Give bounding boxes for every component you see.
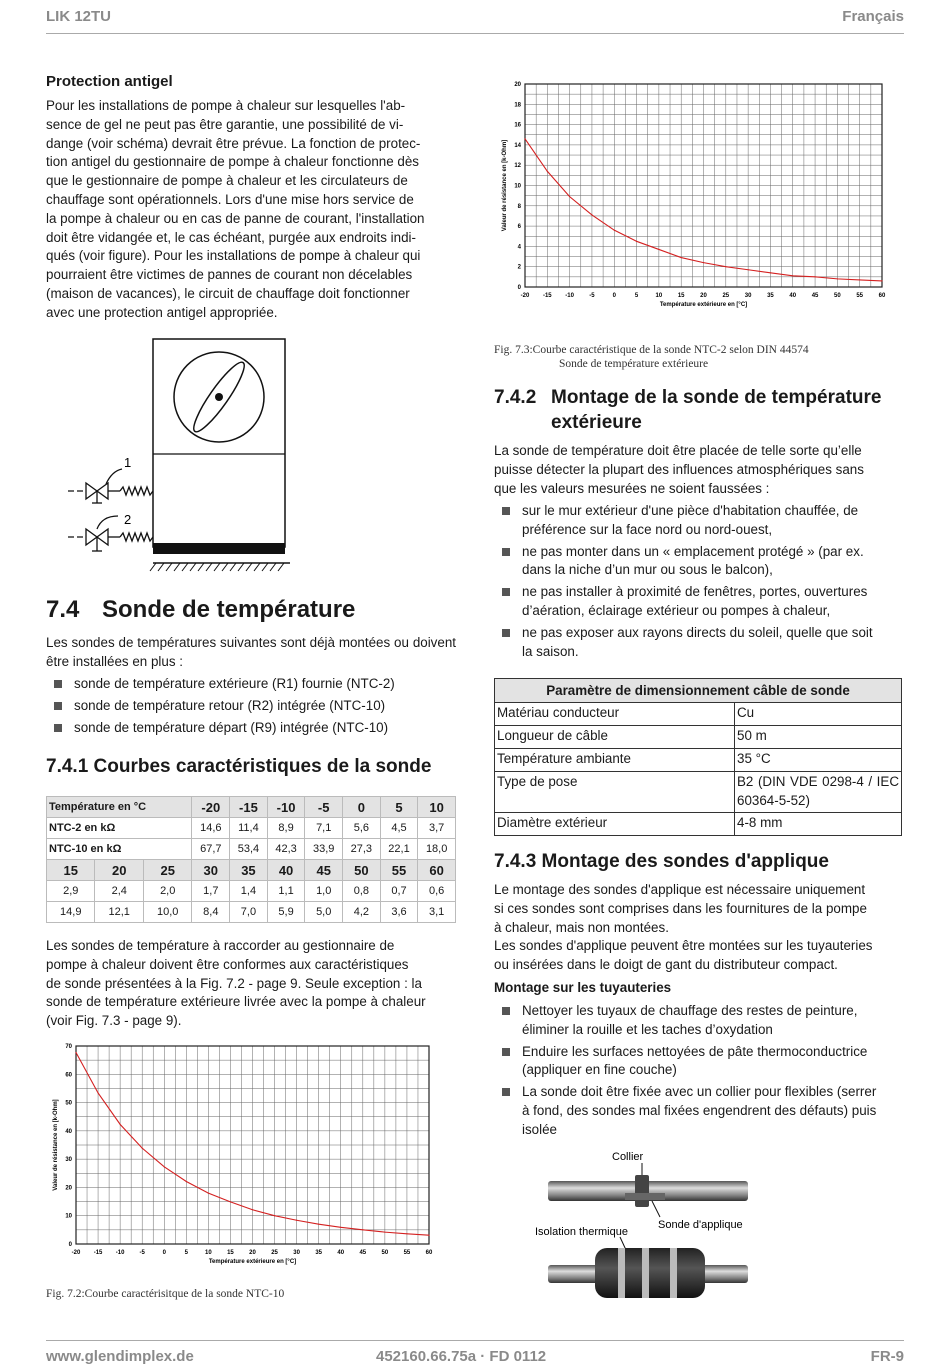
x-axis-label: Température extérieure en [°C] bbox=[208, 1259, 297, 1265]
x-tick-label: 20 bbox=[700, 293, 707, 299]
y-axis-label: Valeur de résistance en [k-Ohm] bbox=[53, 1099, 59, 1191]
x-tick-label: 10 bbox=[655, 293, 663, 299]
section-7-4-3-heading: 7.4.3 Montage des sondes d'applique bbox=[494, 851, 829, 872]
x-tick-label: -10 bbox=[565, 293, 574, 299]
y-tick-label: 30 bbox=[65, 1157, 72, 1164]
y-tick-label: 6 bbox=[517, 224, 521, 231]
drain-valve-1-icon bbox=[68, 469, 153, 503]
x-tick-label: 35 bbox=[315, 1250, 323, 1256]
x-tick-label: 40 bbox=[337, 1250, 345, 1256]
x-tick-label: -20 bbox=[71, 1250, 81, 1256]
fig-7-3-caption: Fig. 7.3:Courbe caractéristique de la sonde NTC-2 selon DIN 44574 Sonde de température extérieure bbox=[494, 344, 809, 370]
pipe-mounting-subheading: Montage sur les tuyauteries bbox=[494, 980, 672, 995]
heat-pump-housing bbox=[153, 339, 285, 547]
x-tick-label: 5 bbox=[634, 293, 639, 299]
x-tick-label: 25 bbox=[722, 293, 730, 299]
pipe-sensor-illustration bbox=[530, 1145, 780, 1305]
data-point bbox=[75, 1052, 76, 1053]
y-tick-label: 0 bbox=[68, 1242, 72, 1248]
x-tick-label: 15 bbox=[227, 1250, 234, 1256]
footer-website: www.glendimplex.de bbox=[46, 1348, 194, 1365]
x-tick-label: 55 bbox=[856, 293, 864, 299]
y-tick-label: 20 bbox=[65, 1185, 72, 1192]
fig-7-2-caption: Fig. 7.2:Courbe caractérisitque de la sonde NTC-10 bbox=[46, 1288, 285, 1300]
x-tick-label: 35 bbox=[767, 293, 774, 299]
data-point bbox=[97, 1092, 98, 1093]
list-item: ne pas monter dans un « emplacement protégé » (par ex. dans la niche d’un mur ou sous le balcon), bbox=[494, 543, 902, 581]
list-item: sonde de température extérieure (R1) fournie (NTC-2) bbox=[46, 675, 456, 694]
data-point bbox=[120, 1124, 121, 1125]
y-tick-label: 14 bbox=[514, 142, 521, 149]
y-tick-label: 2 bbox=[517, 264, 521, 271]
x-tick-label: 0 bbox=[612, 293, 616, 299]
data-point bbox=[252, 1209, 253, 1210]
data-point bbox=[837, 278, 838, 279]
footer-rule bbox=[46, 1340, 904, 1341]
pipe-mounting-list bbox=[494, 1002, 902, 1143]
data-point bbox=[591, 214, 592, 215]
x-tick-label: 45 bbox=[811, 293, 819, 299]
x-tick-label: 60 bbox=[878, 293, 886, 299]
y-tick-label: 10 bbox=[514, 183, 521, 190]
x-tick-label: 40 bbox=[789, 293, 797, 299]
data-point bbox=[681, 257, 682, 258]
doc-title: LIK 12TU bbox=[46, 8, 112, 25]
data-point bbox=[748, 269, 749, 270]
data-point bbox=[230, 1201, 231, 1202]
x-tick-label: 45 bbox=[359, 1250, 367, 1256]
data-point bbox=[340, 1227, 341, 1228]
data-point bbox=[406, 1233, 407, 1234]
y-tick-label: 0 bbox=[517, 285, 521, 291]
x-tick-label: 30 bbox=[293, 1250, 300, 1256]
data-point bbox=[318, 1224, 319, 1225]
x-tick-label: -5 bbox=[589, 293, 595, 299]
data-point bbox=[384, 1232, 385, 1233]
section-7-4-3-paragraph: Le montage des sondes d'applique est nécessaire uniquement si ces sondes sont comprises dans les fournitures de la pompe à chaleur, mais non montées. Les sondes d'applique peuvent être montées sur les tuyauteries ou insérées dans le doigt de gant du distributeur compact. bbox=[494, 882, 873, 973]
ntc-10-chart bbox=[46, 1040, 456, 1285]
data-point bbox=[186, 1181, 187, 1182]
cable-table-title: Paramètre de dimensionnement câble de sonde bbox=[495, 679, 902, 703]
heat-pump-drain-diagram bbox=[60, 336, 300, 572]
x-tick-label: 50 bbox=[381, 1250, 389, 1256]
x-tick-label: 0 bbox=[162, 1250, 166, 1256]
section-7-4-heading: 7.4 Sonde de température bbox=[46, 596, 356, 623]
data-point bbox=[614, 230, 615, 231]
data-point bbox=[296, 1220, 297, 1221]
data-point bbox=[274, 1215, 275, 1216]
sensor-list bbox=[46, 675, 456, 740]
y-tick-label: 4 bbox=[517, 244, 521, 251]
antigel-paragraph: Pour les installations de pompe à chaleur sur lesquelles l'ab- sence de gel ne peut pas être garantie, une possibilité de vi- dange (voir schéma) devrait être prévue. La fonction de protec- tion antigel du gestionnaire de pompe à chaleur fonctionne dès que le gestionnaire de pompe à chaleur et les circulateurs de chauffage sont opérationnels. Lors d'une mise hors service de la pompe à chaleur ou en cas de panne de courant, l'installation doit être vidangée et, le cas échéant, purgée aux endroits indi- qués (voir figure). Pour les installations de pompe à chaleur qui pourraient être victimes de pannes de courant non décelables (maison de vacances), le circuit de chauffage doit fonctionner avec une protection antigel appropriée. bbox=[46, 98, 425, 320]
y-tick-label: 70 bbox=[65, 1044, 72, 1050]
x-tick-label: -15 bbox=[542, 293, 552, 299]
data-point bbox=[703, 262, 704, 263]
x-tick-label: 20 bbox=[249, 1250, 256, 1256]
x-tick-label: 60 bbox=[425, 1250, 433, 1256]
x-axis-label: Température extérieure en [°C] bbox=[659, 302, 748, 308]
x-tick-label: -10 bbox=[115, 1250, 125, 1256]
data-point bbox=[524, 138, 525, 139]
data-point bbox=[859, 279, 860, 280]
list-item: Nettoyer les tuyaux de chauffage des restes de peinture, éliminer la rouille et les taches d’oxydation bbox=[494, 1002, 902, 1040]
footer-document-number: 452160.66.75a · FD 0112 bbox=[376, 1348, 547, 1365]
data-point bbox=[428, 1235, 429, 1236]
list-item: sur le mur extérieur d'une pièce d'habitation chauffée, de préférence sur la face nord ou nord-ouest, bbox=[494, 502, 902, 540]
x-tick-label: 10 bbox=[205, 1250, 212, 1256]
x-tick-label: -20 bbox=[520, 293, 530, 299]
x-tick-label: 5 bbox=[184, 1250, 188, 1256]
data-point bbox=[814, 276, 815, 277]
x-tick-label: 25 bbox=[271, 1250, 278, 1256]
isolation-label: Isolation thermique bbox=[535, 1226, 628, 1238]
data-point bbox=[636, 241, 637, 242]
data-point bbox=[547, 171, 548, 172]
x-tick-label: 50 bbox=[834, 293, 841, 299]
data-point bbox=[792, 275, 793, 276]
y-tick-label: 8 bbox=[517, 203, 521, 210]
data-point bbox=[770, 272, 771, 273]
sensor-conformity-paragraph: Les sondes de température à raccorder au gestionnaire de pompe à chaleur doivent être conformes aux caractéristiques de sonde présentées à la Fig. 7.2 - page 9. Seule exception : la sonde de température extérieure livrée avec la pompe à chaleur (voir Fig. 7.3 - page 9). bbox=[46, 938, 426, 1029]
data-point bbox=[658, 249, 659, 250]
collier-label: Collier bbox=[612, 1151, 644, 1163]
list-item: Enduire les surfaces nettoyées de pâte thermoconductrice (appliquer en fine couche) bbox=[494, 1043, 902, 1081]
footer-page-number: FR-9 bbox=[870, 1348, 904, 1365]
section-7-4-2-intro: La sonde de température doit être placée de telle sorte qu’elle puisse détecter la plupart des influences atmosphériques sans que les valeurs mesurées ne soient faussées : bbox=[494, 443, 864, 496]
y-tick-label: 40 bbox=[65, 1128, 72, 1135]
section-7-4-2-heading: 7.4.2 Montage de la sonde de température extérieure bbox=[494, 387, 882, 433]
x-tick-label: 15 bbox=[677, 293, 685, 299]
y-tick-label: 16 bbox=[514, 122, 521, 129]
section-7-4-1-heading: 7.4.1 Courbes caractéristiques de la sonde bbox=[46, 756, 432, 777]
clamp-icon bbox=[635, 1175, 649, 1207]
label-2: 2 bbox=[124, 512, 132, 527]
antigel-heading: Protection antigel bbox=[46, 73, 173, 90]
data-point bbox=[881, 280, 882, 281]
x-tick-label: -5 bbox=[139, 1250, 145, 1256]
language-label: Français bbox=[842, 8, 904, 25]
sonde-label: Sonde d'applique bbox=[658, 1219, 743, 1231]
y-tick-label: 18 bbox=[514, 102, 521, 109]
data-point bbox=[362, 1229, 363, 1230]
y-tick-label: 10 bbox=[65, 1213, 72, 1220]
placement-list bbox=[494, 502, 902, 664]
x-tick-label: 30 bbox=[744, 293, 752, 299]
label-1: 1 bbox=[124, 455, 132, 470]
x-tick-label: 55 bbox=[403, 1250, 411, 1256]
y-axis-label: Valeur de résistance en [k-Ohm] bbox=[502, 139, 508, 232]
data-point bbox=[569, 196, 570, 197]
y-tick-label: 50 bbox=[65, 1100, 72, 1107]
list-item: La sonde doit être fixée avec un collier pour flexibles (serrer à fond, des sondes mal fixées engendrent des défauts) puis isolée bbox=[494, 1083, 902, 1139]
list-item: sonde de température retour (R2) intégrée (NTC-10) bbox=[46, 697, 456, 716]
data-point bbox=[725, 266, 726, 267]
x-tick-label: -15 bbox=[93, 1250, 103, 1256]
insulation bbox=[595, 1248, 705, 1298]
data-point bbox=[208, 1192, 209, 1193]
list-item: ne pas installer à proximité de fenêtres, portes, ouvertures d’aération, éclairage extérieur ou pompes à chaleur, bbox=[494, 583, 902, 621]
y-tick-label: 60 bbox=[65, 1072, 72, 1079]
data-point bbox=[164, 1166, 165, 1167]
base-plate bbox=[153, 543, 285, 554]
y-tick-label: 12 bbox=[514, 163, 521, 170]
drain-valve-2-icon bbox=[68, 516, 153, 551]
data-point bbox=[142, 1148, 143, 1149]
section-7-4-intro: Les sondes de températures suivantes sont déjà montées ou doivent être installées en plus : bbox=[46, 635, 456, 669]
cable-parameter-table: Paramètre de dimensionnement câble de sonde Matériau conducteur Cu Longueur de câble 50 m Température ambiante 35 °C Type de pose B2 (DIN VDE 0298-4 / IEC 60364-5-52) Diamètre extérieur 4-8 mm bbox=[494, 678, 902, 836]
header-rule bbox=[46, 33, 904, 34]
ntc-2-chart bbox=[494, 78, 902, 342]
ntc-resistance-table: Température en °C -20 -15 -10 -5 0 5 10 NTC-2 en kΩ 14,6 11,4 8,9 7,1 5,6 4,5 3,7 NTC-10 en kΩ 67,7 53,4 42,3 33,9 27,3 22,1 18,0 15 20 25 30 35 40 45 50 55 60 2,9 2,4 2,0 1,7 1,4 1,1 1,0 0,8 0,7 0,6 14,9 12,1 10,0 8,4 7,0 5,9 5,0 4,2 3,6 3,1 bbox=[46, 796, 456, 923]
y-tick-label: 20 bbox=[514, 82, 521, 88]
list-item: sonde de température départ (R9) intégrée (NTC-10) bbox=[46, 719, 456, 738]
list-item: ne pas exposer aux rayons directs du soleil, quelle que soit la saison. bbox=[494, 624, 902, 662]
